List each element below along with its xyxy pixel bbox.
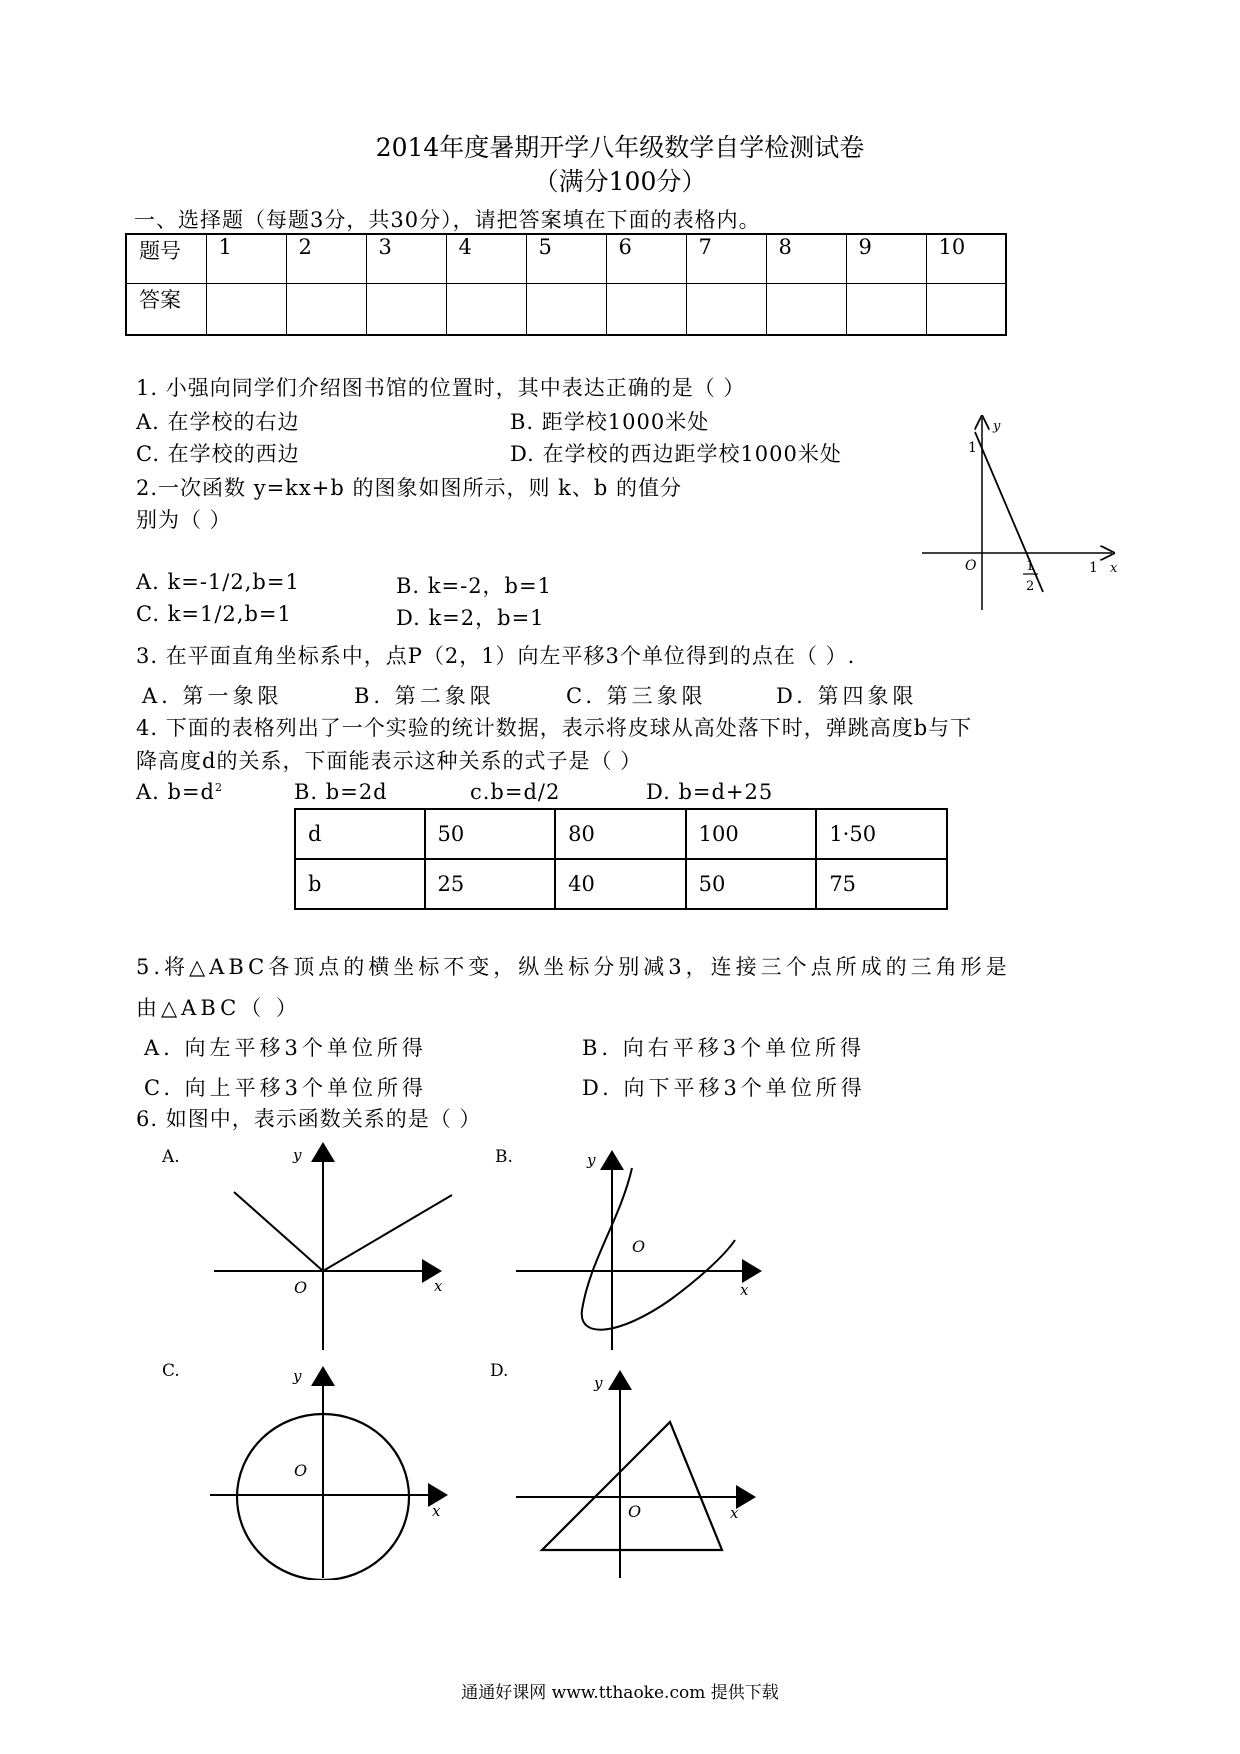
- table-cell: 80: [555, 809, 686, 859]
- q5-stem-line2: 由△ABC（ ）: [136, 996, 301, 1020]
- answer-table-header: 答案: [126, 283, 206, 335]
- q6-stem: 6. 如图中，表示函数关系的是（ ）: [136, 1107, 482, 1131]
- table-cell: 75: [816, 859, 947, 909]
- q2-stem: 2.一次函数 y=kx+b 的图象如图所示，则 k、b 的值分: [136, 476, 682, 500]
- footer-text: 通通好课网 www.tthaoke.com 提供下载: [461, 1683, 779, 1703]
- q4-option-b: B. b=2d: [294, 780, 388, 804]
- y-axis-label: y: [293, 1146, 302, 1164]
- origin-label: O: [628, 1502, 642, 1521]
- x-tick-label: 1: [1089, 560, 1098, 576]
- q5-stem: 5.将△ABC各顶点的横坐标不变，纵坐标分别减3，连接三个点所成的三角形是: [136, 955, 1011, 979]
- q2-option-a: A. k=-1/2,b=1: [136, 570, 300, 594]
- q1-stem: 1. 小强向同学们介绍图书馆的位置时，其中表达正确的是（ ）: [136, 376, 746, 400]
- origin-label: O: [965, 558, 977, 574]
- answer-table-header: 题号: [126, 234, 206, 283]
- q1-option-d: D. 在学校的西边距学校1000米处: [510, 442, 842, 466]
- graph-d: [490, 1361, 754, 1578]
- q1-option-c: C. 在学校的西边: [136, 442, 300, 466]
- table-cell: d: [295, 809, 425, 859]
- triangle: [542, 1422, 722, 1550]
- q3-option-b: B. 第二象限: [354, 684, 495, 708]
- answer-cell[interactable]: [606, 283, 686, 335]
- answer-cell[interactable]: [446, 283, 526, 335]
- q4-option-c: c.b=d/2: [470, 780, 561, 804]
- q2-option-c: C. k=1/2,b=1: [136, 602, 292, 626]
- graph-d-label: D.: [490, 1361, 509, 1381]
- x-axis-label: x: [432, 1502, 441, 1520]
- table-cell: 50: [425, 809, 556, 859]
- table-cell: 40: [555, 859, 686, 909]
- q4-stem: 4. 下面的表格列出了一个实验的统计数据，表示将皮球从高处落下时，弹跳高度b与下: [136, 716, 973, 740]
- page-subtitle: （满分100分）: [533, 167, 707, 196]
- fraction-numerator: 1: [1026, 559, 1035, 574]
- q4-option-a: [136, 780, 223, 804]
- table-cell: 50: [686, 859, 817, 909]
- y-axis-label: y: [587, 1151, 596, 1169]
- table-cell: b: [295, 859, 425, 909]
- answer-cell[interactable]: [846, 283, 926, 335]
- question-number: 3: [366, 234, 446, 283]
- page-title: 2014年度暑期开学八年级数学自学检测试卷: [375, 133, 865, 162]
- answer-table: [125, 233, 1007, 336]
- origin-label: O: [294, 1278, 308, 1297]
- q1-option-a: A. 在学校的右边: [136, 410, 300, 434]
- q5-option-a: A. 向左平移3个单位所得: [144, 1036, 427, 1060]
- fraction-denominator: 2: [1026, 579, 1035, 594]
- question-number: 8: [766, 234, 846, 283]
- answer-cell[interactable]: [286, 283, 366, 335]
- q4-option-d: D. b=d+25: [646, 780, 774, 804]
- q4-option-a-base: A. b=d: [136, 780, 215, 804]
- graph-c-label: C.: [162, 1361, 180, 1381]
- y-axis-label: y: [594, 1374, 603, 1392]
- question-number: 2: [286, 234, 366, 283]
- table-cell: 1·50: [816, 809, 947, 859]
- q2-stem-line2: 别为（ ）: [136, 508, 232, 532]
- q5-option-d: D. 向下平移3个单位所得: [582, 1076, 866, 1100]
- q3-option-c: C. 第三象限: [566, 684, 707, 708]
- y-axis-label: y: [993, 419, 1001, 434]
- question-number: 9: [846, 234, 926, 283]
- x-axis-label: x: [740, 1281, 749, 1299]
- y-axis-label: y: [293, 1367, 302, 1385]
- q2-linear-graph: [915, 410, 1120, 620]
- y-tick-label: 1: [968, 440, 977, 456]
- question-number: 1: [206, 234, 286, 283]
- table-cell: 100: [686, 809, 817, 859]
- answer-cell[interactable]: [366, 283, 446, 335]
- graph-a: [161, 1144, 452, 1350]
- answer-cell[interactable]: [206, 283, 286, 335]
- q1-option-b: B. 距学校1000米处: [510, 410, 710, 434]
- graph-a-label: A.: [162, 1147, 180, 1167]
- question-number: 6: [606, 234, 686, 283]
- graph-c: [162, 1361, 446, 1580]
- q2-option-b: B. k=-2，b=1: [396, 574, 552, 598]
- question-number: 5: [526, 234, 606, 283]
- answer-cell[interactable]: [526, 283, 606, 335]
- table-cell: 25: [425, 859, 556, 909]
- q3-option-a: A. 第一象限: [142, 684, 283, 708]
- answer-cell[interactable]: [766, 283, 846, 335]
- data-table: [294, 808, 948, 910]
- q2-option-d: D. k=2，b=1: [396, 606, 545, 630]
- x-axis-label: x: [434, 1277, 443, 1295]
- x-axis-label: x: [1110, 561, 1118, 576]
- q3-option-d: D. 第四象限: [776, 684, 918, 708]
- graph-b-label: B.: [495, 1147, 513, 1167]
- q6-graphs: [150, 1140, 790, 1580]
- answer-cell[interactable]: [926, 283, 1006, 335]
- curve: [582, 1168, 735, 1330]
- question-number: 4: [446, 234, 526, 283]
- question-number: 7: [686, 234, 766, 283]
- x-axis-label: x: [730, 1504, 739, 1522]
- q4-stem-line2: 降高度d的关系，下面能表示这种关系的式子是（ ）: [136, 749, 643, 773]
- graph-b: [495, 1147, 760, 1350]
- origin-label: O: [294, 1461, 308, 1480]
- section-heading: 一、选择题（每题3分，共30分），请把答案填在下面的表格内。: [134, 208, 761, 232]
- q4-option-a-exponent: 2: [215, 781, 223, 794]
- q3-stem: 3. 在平面直角坐标系中，点P（2，1）向左平移3个单位得到的点在（ ）.: [136, 644, 856, 668]
- answer-cell[interactable]: [686, 283, 766, 335]
- q5-option-b: B. 向右平移3个单位所得: [582, 1036, 866, 1060]
- origin-label: O: [632, 1237, 646, 1256]
- q5-option-c: C. 向上平移3个单位所得: [144, 1076, 428, 1100]
- question-number: 10: [926, 234, 1006, 283]
- v-shaped-line: [234, 1192, 452, 1271]
